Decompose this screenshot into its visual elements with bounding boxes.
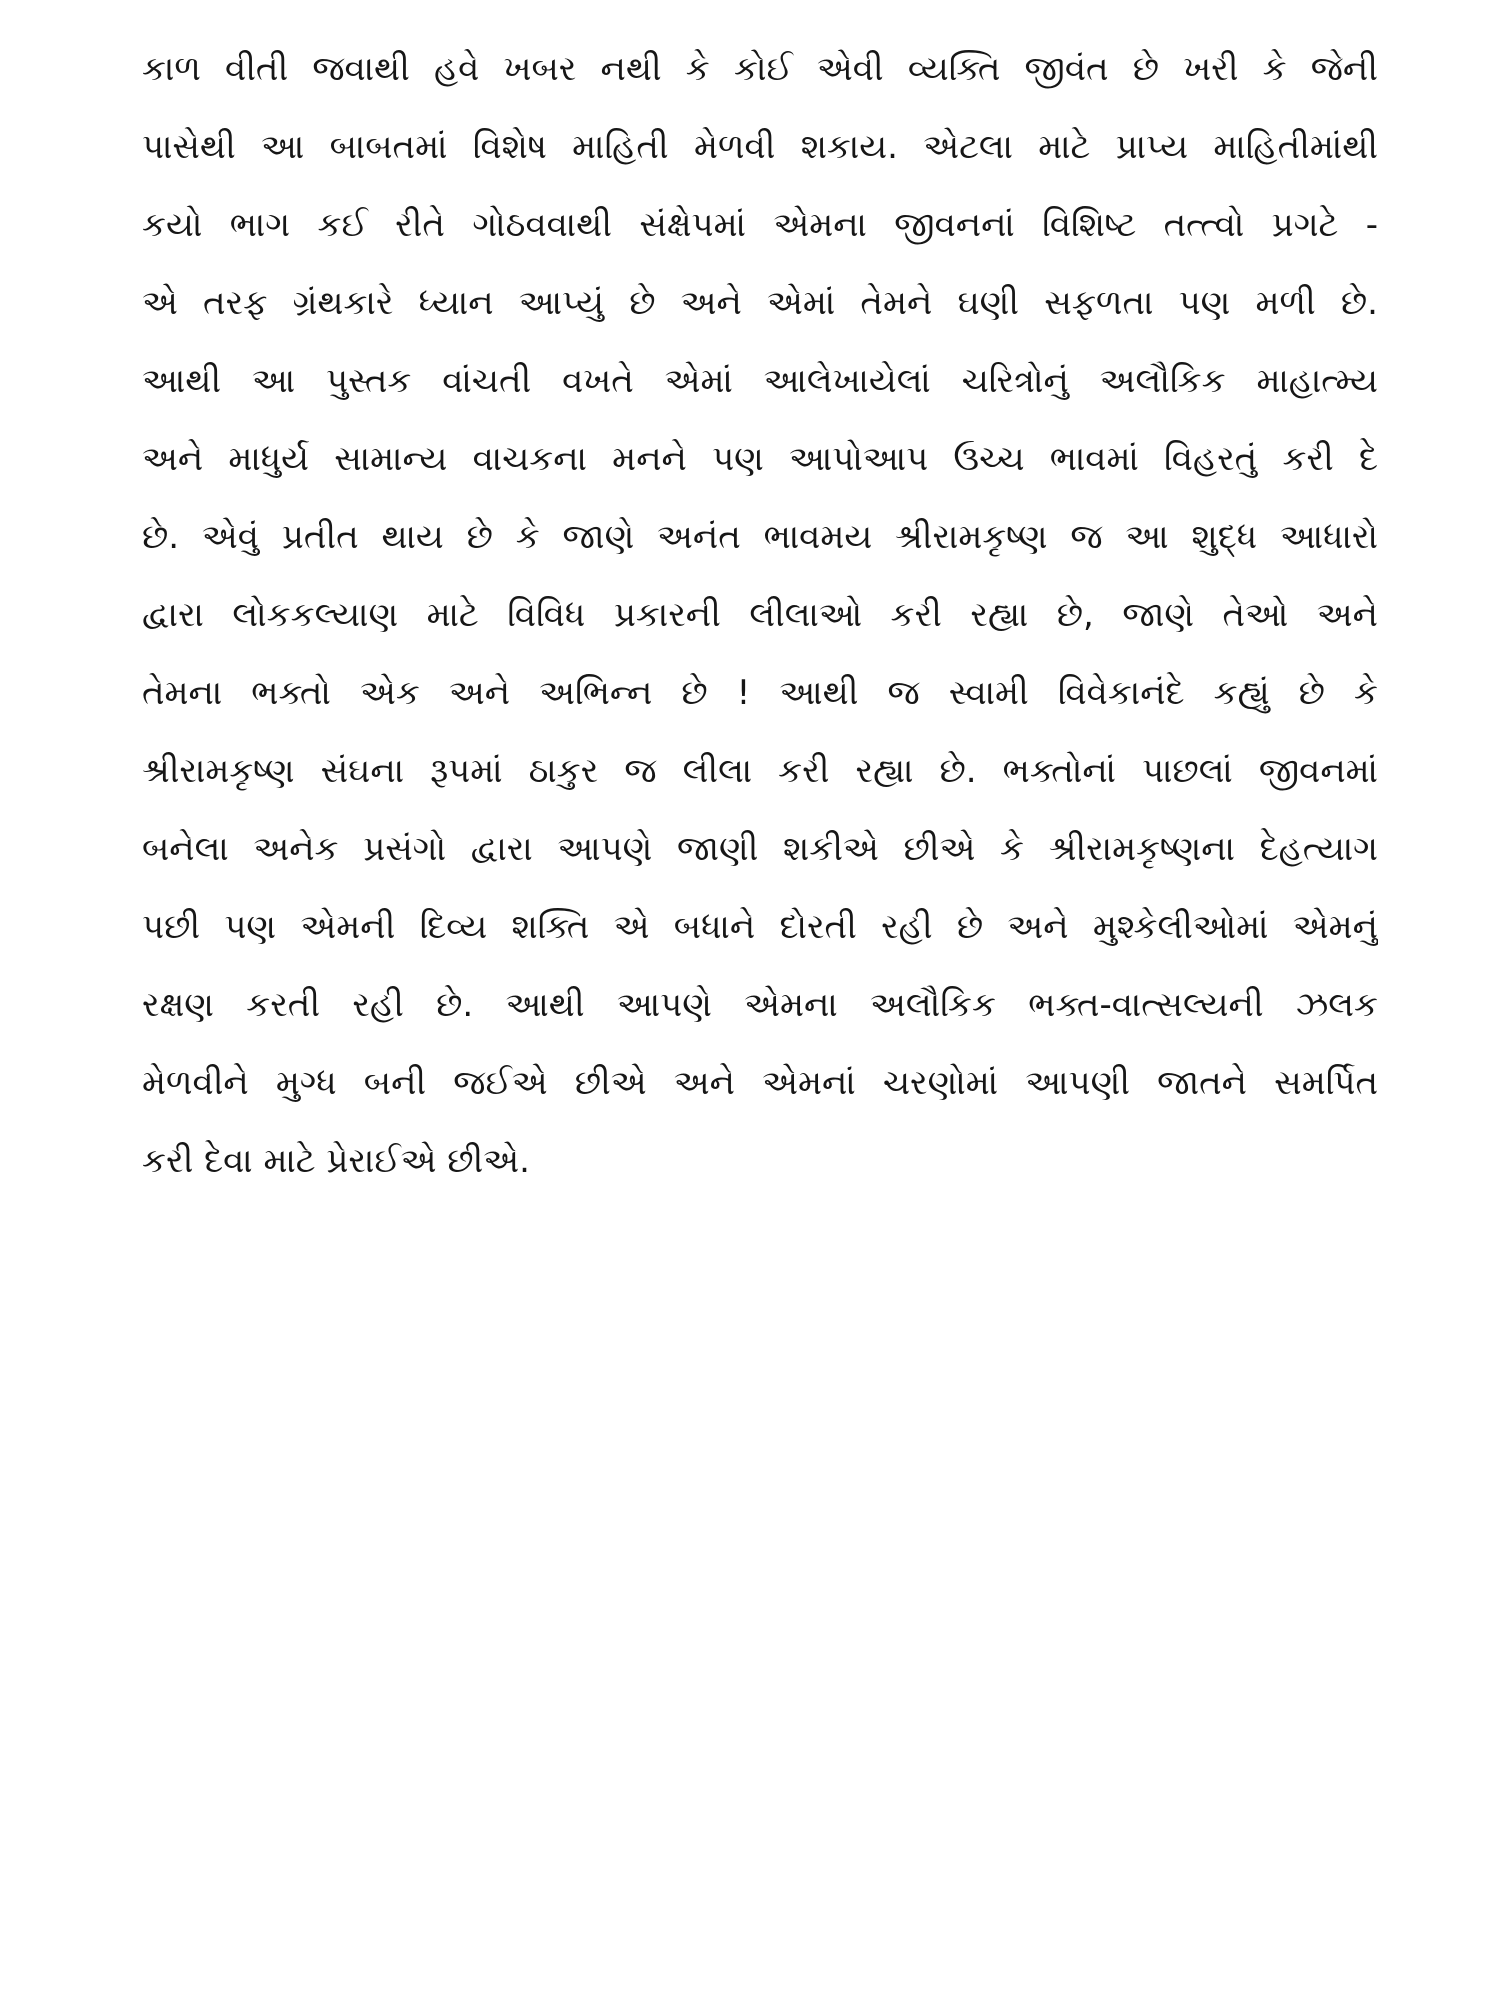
paragraph-line: છે. એવું પ્રતીત થાય છે કે જાણે અનંત ભાવમય શ્રીરામકૃષ્ણ જ આ શુદ્ધ આધારો: [142, 517, 1378, 557]
paragraph-line-last: કરી દેવા માટે પ્રેરાઈએ છીએ.: [142, 1141, 530, 1181]
paragraph-line: શ્રીરામકૃષ્ણ સંઘના રૂપમાં ઠાકુર જ લીલા કરી રહ્યા છે. ભક્તોનાં પાછલાં જીવનમાં: [142, 751, 1378, 791]
paragraph-line: દ્વારા લોકકલ્યાણ માટે વિવિધ પ્રકારની લીલાઓ કરી રહ્યા છે, જાણે તેઓ અને: [142, 595, 1378, 635]
paragraph-line: તેમના ભક્તો એક અને અભિન્ન છે ! આથી જ સ્વામી વિવેકાનંદે કહ્યું છે કે: [142, 673, 1378, 713]
paragraph-line: અને માધુર્ય સામાન્ય વાચકના મનને પણ આપોઆપ ઉચ્ચ ભાવમાં વિહરતું કરી દે: [142, 439, 1378, 479]
paragraph-line: મેળવીને મુગ્ધ બની જઈએ છીએ અને એમનાં ચરણોમાં આપણી જાતને સમર્પિત: [142, 1063, 1378, 1103]
paragraph-line: એ તરફ ગ્રંથકારે ધ્યાન આપ્યું છે અને એમાં તેમને ઘણી સફળતા પણ મળી છે.: [142, 283, 1378, 323]
paragraph-line: આથી આ પુસ્તક વાંચતી વખતે એમાં આલેખાયેલાં ચરિત્રોનું અલૌકિક માહાત્મ્ય: [142, 361, 1378, 401]
paragraph-line: રક્ષણ કરતી રહી છે. આથી આપણે એમના અલૌકિક ભક્ત-વાત્સલ્યની ઝલક: [142, 985, 1378, 1025]
paragraph-line: કયો ભાગ કઈ રીતે ગોઠવવાથી સંક્ષેપમાં એમના જીવનનાં વિશિષ્ટ તત્ત્વો પ્રગટે -: [142, 205, 1378, 245]
body-paragraph: [142, 30, 1378, 1200]
paragraph-line: પાસેથી આ બાબતમાં વિશેષ માહિતી મેળવી શકાય. એટલા માટે પ્રાપ્ય માહિતીમાંથી: [142, 127, 1378, 167]
paragraph-line: પછી પણ એમની દિવ્ય શક્તિ એ બધાને દોરતી રહી છે અને મુશ્કેલીઓમાં એમનું: [142, 907, 1378, 947]
paragraph-line: બનેલા અનેક પ્રસંગો દ્વારા આપણે જાણી શકીએ છીએ કે શ્રીરામકૃષ્ણના દેહત્યાગ: [142, 829, 1378, 869]
paragraph-line: કાળ વીતી જવાથી હવે ખબર નથી કે કોઈ એવી વ્યક્તિ જીવંત છે ખરી કે જેની: [142, 49, 1378, 89]
